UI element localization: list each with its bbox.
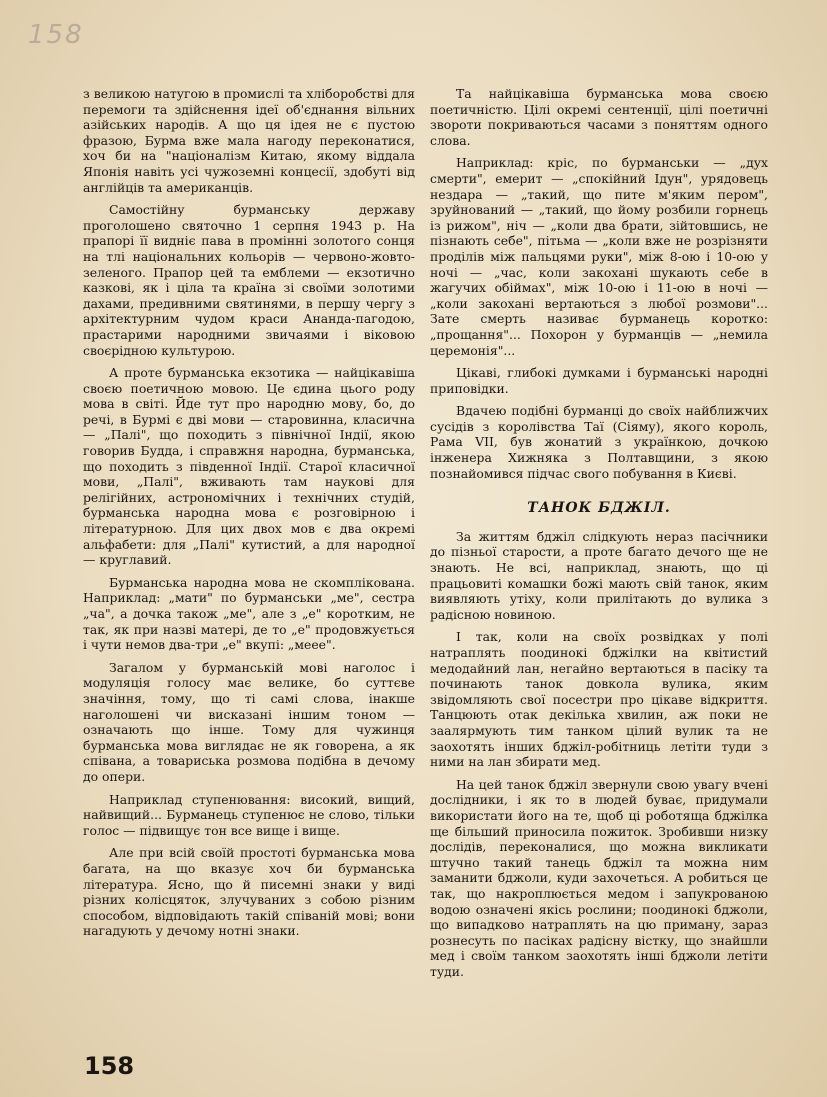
right-column: [430, 86, 768, 986]
paragraph: Але при всій своїй простоті бурманська мова багата, на що вказує хоч би бурманська література. Ясно, що й писемні знаки у виді різних колісцяток, злучуваних з собою різним способом, відповідають такій співаній мові; вони нагадують у дечому нотні знаки.: [83, 845, 415, 939]
section-heading: ТАНОК БДЖІЛ.: [527, 500, 671, 517]
handwritten-page-note: 158: [28, 20, 84, 50]
paragraph: І так, коли на своїх розвідках у полі натраплять поодинокі бджілки на квітистий медодайний лан, негайно вертаються в пасіку та починають танок довкола вулика, яким звідомляють свої посестри про цікаве відкриття. Танцюють отак декілька хвилин, аж поки не заалярмують тим танком цілий вулик та не заохотять інших бджіл-робітниць летіти туди з ними на лан збирати мед.: [430, 629, 768, 770]
paragraph: Наприклад ступенювання: високий, вищий, найвищий... Бурманець ступенює не слово, тільки голос — підвищує тон все вище і вище.: [83, 791, 415, 838]
page-number: 158: [84, 1052, 135, 1080]
paragraph: Бурманська народна мова не скомплікована. Наприклад: „мати" по бурманськи „ме", сестра „ча", а дочка також „ме", але з „е" коротким, не так, як при назві матері, де то „е" продовжується і чути немов два-три „е" вкупі: „мееe".: [83, 574, 415, 653]
paragraph: За життям бджіл слідкують нераз пасічники до пізньої старости, а проте багато дечого ще не знають. Не всі, наприклад, знають, що ці працьовиті комашки божі мають свій танок, яким виявляють утіху, коли прилітають до вулика з радісною новиною.: [430, 528, 768, 622]
paragraph: Загалом у бурманській мові наголос і модуляція голосу має велике, бо суттєве значіння, тому, що ті самі слова, інакше наголошені чи висказані іншим тоном — означають що інше. Тому для чужинця бурманська мова виглядає не як говорена, а як співана, а товариська розмова подібна в дечому до опери.: [83, 659, 415, 784]
paragraph: А проте бурманська екзотика — найцікавіша своєю поетичною мовою. Це єдина цього роду мова в світі. Йде тут про народню мову, бо, до речі, в Бурмі є дві мови — старовинна, класична — „Палі", що походить з північної Індії, якою говорив Будда, і справжня народна, бурманська, що походить з південної Індії. Старої класичної мови, „Палі", вживають там наукові для релігійних, астрономічних і технічних студій, бурманська народна мова є розговірною і літературною. Для цих двох мов є два окремі альфабети: для „Палі" кутистий, а для народної — круглавий.: [83, 365, 415, 568]
paragraph: з великою натугою в промислі та хліборобстві для перемоги та здійснення ідеї об'єднання вільних азійських народів. А що ця ідея не є пустою фразою, Бурма вже мала нагоду переконатися, хоч би на "націоналізм Китаю, якому віддала Японія навіть усі чужоземні концесії, здобуті від англійців та американців.: [83, 86, 415, 195]
left-column: [83, 86, 415, 946]
paragraph: Вдачею подібні бурманці до своїх найближчих сусідів з королівства Таї (Сіяму), якого король, Рама VII, був жонатий з українкою, дочкою інженера Хижняка з Полтавщини, з якою познайомився підчас свого побування в Києві.: [430, 403, 768, 481]
paragraph: Та найцікавіша бурманська мова своєю поетичністю. Цілі окремі сентенції, цілі поетичні звороти покриваються часами з поняттям одного слова.: [430, 86, 768, 148]
paragraph: Наприклад: кріс, по бурманськи — „дух смерти", емерит — „спокійний Ідун", урядовець нездара — „такий, що пите м'яким пером", зруйнований — „такий, що йому розбили горнець із рижом", ніч — „коли два брати, зійтовшись, не пізнають себе", пітьма — „коли вже не розрізняти проділів між пальцями руки", між 8-ою і 10-ою у ночі — „час, коли закохані шукають себе в жагучих обіймах", між 10-ою і 11-ою в ночі — „коли закохані вертаються з любої розмови"... Зате смерть називає бурманець коротко: „прощання"... Похорон у бурманців — „немила церемонія"...: [430, 155, 768, 358]
paragraph: Самостійну бурманську державу проголошено святочно 1 серпня 1943 р. На прапорі її видніє пава в промінні золотого сонця на тлі національних кольорів — червоно-жовто-зеленого. Прапор цей та емблеми — екзотично казкові, як і ціла та країна зі своїми золотими дахами, предивними святинями, в першу чергу з архітектурним чудом краси Ананда-пагодою, прастарими народними звичаями і віковою своєрідною культурою.: [83, 202, 415, 358]
paragraph: Цікаві, глибокі думками і бурманські народні приповідки.: [430, 365, 768, 396]
paragraph: На цей танок бджіл звернули свою увагу вчені дослідники, і як то в людей буває, придумали використати його на те, щоб ці роботяща бджілка ще більший приносила пожиток. Зробивши низку дослідів, переконалися, що можна викликати штучно такий танець бджіл та можна ним заманити бджоли, куди захочеться. А робиться це так, що накроплюється медом і запукрованою водою означені якісь рослини; поодинокі бджоли, що випадково натраплять на цю приману, зараз рознесуть по пасіках радісну вістку, що знайшли мед і своїм танком заохотять інші бджоли летіти туди.: [430, 776, 768, 979]
